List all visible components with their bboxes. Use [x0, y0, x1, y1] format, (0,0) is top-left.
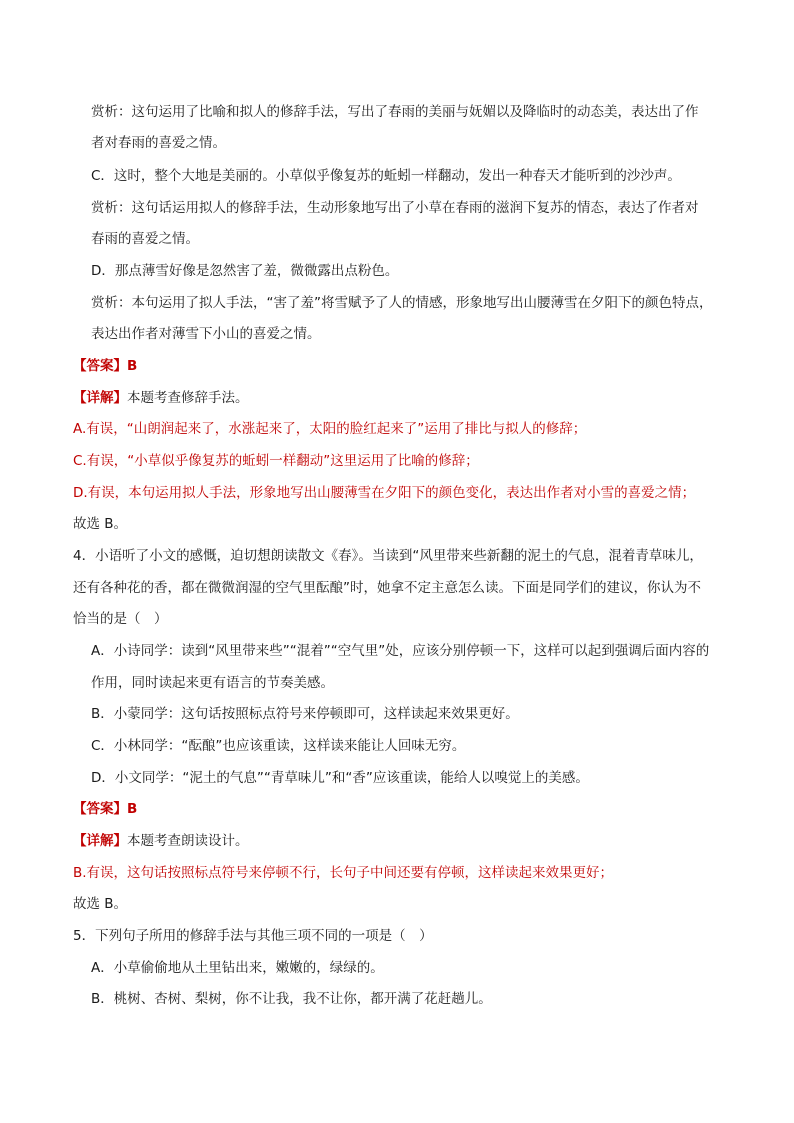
q4-option-d: D．小文同学：“泥土的气息”“青草味儿”和“香”应该重读，能给人以嗅觉上的美感。 [91, 770, 589, 786]
q4-detail-tag: 【详解】 [73, 833, 127, 849]
q4-stem-line1: 4．小语听了小文的感慨，迫切想朗读散文《春》。当读到“风里带来些新翻的泥土的气息，混着青草味儿， [73, 548, 703, 564]
q3-answer: 【答案】B [73, 358, 138, 374]
q5-option-a: A．小草偷偷地从土里钻出来，嫩嫩的，绿绿的。 [91, 960, 384, 976]
q4-stem-line2: 还有各种花的香，都在微微润湿的空气里酝酿”时，她拿不定主意怎么读。下面是同学们的建议，你认为不 [73, 580, 701, 596]
q3-explain-c: C.有误，“小草似乎像复苏的蚯蚓一样翻动”这里运用了比喻的修辞； [73, 453, 479, 469]
analysis-b-line1: 赏析：这句运用了比喻和拟人的修辞手法，写出了春雨的美丽与妩媚以及降临时的动态美，表达出了作 [91, 104, 699, 120]
q4-conclusion: 故选 B。 [73, 896, 128, 912]
analysis-d-line2: 表达出作者对薄雪下小山的喜爱之情。 [91, 326, 321, 342]
q4-detail-text: 本题考查朗读设计。 [127, 833, 249, 849]
q5-option-b: B．桃树、杏树、梨树，你不让我，我不让你，都开满了花赶趟儿。 [91, 991, 492, 1007]
example-c-sentence: C．这时，整个大地是美丽的。小草似乎像复苏的蚯蚓一样翻动，发出一种春天才能听到的沙沙声。 [91, 168, 681, 184]
q4-option-a-line1: A．小诗同学：读到“风里带来些”“混着”“空气里”处，应该分别停顿一下，这样可以起到强调后面内容的 [91, 643, 710, 659]
q4-answer: 【答案】B [73, 801, 138, 817]
q4-explain-b: B.有误，这句话按照标点符号来停顿不行，长句子中间还要有停顿，这样读起来效果更好； [73, 865, 614, 881]
q4-detail [73, 831, 249, 851]
q4-stem-line3: 恰当的是（ ） [73, 611, 168, 627]
q3-detail-text: 本题考查修辞手法。 [127, 390, 249, 406]
analysis-d-line1: 赏析：本句运用了拟人手法，“害了羞”将雪赋予了人的情感，形象地写出山腰薄雪在夕阳下的颜色特点， [91, 295, 713, 311]
q5-stem: 5．下列句子所用的修辞手法与其他三项不同的一项是（ ） [73, 928, 433, 944]
q3-explain-a: A.有误，“山朗润起来了，水涨起来了，太阳的脸红起来了”运用了排比与拟人的修辞； [73, 421, 587, 437]
q4-option-c: C．小林同学：“酝酿”也应该重读，这样读来能让人回味无穷。 [91, 738, 466, 754]
analysis-c-line2: 春雨的喜爱之情。 [91, 231, 199, 247]
example-d-sentence: D．那点薄雪好像是忽然害了羞，微微露出点粉色。 [91, 263, 399, 279]
q3-detail [73, 388, 249, 408]
analysis-b-line2: 者对春雨的喜爱之情。 [91, 135, 226, 151]
q3-detail-tag: 【详解】 [73, 390, 127, 406]
q4-option-a-line2: 作用，同时读起来更有语言的节奏美感。 [91, 675, 334, 691]
analysis-c-line1: 赏析：这句话运用拟人的修辞手法，生动形象地写出了小草在春雨的滋润下复苏的情态，表达了作者对 [91, 200, 699, 216]
q3-conclusion: 故选 B。 [73, 516, 128, 532]
q4-option-b: B．小蒙同学：这句话按照标点符号来停顿即可，这样读起来效果更好。 [91, 706, 519, 722]
q3-explain-d: D.有误，本句运用拟人手法，形象地写出山腰薄雪在夕阳下的颜色变化，表达出作者对小雪的喜爱之情； [73, 485, 696, 501]
